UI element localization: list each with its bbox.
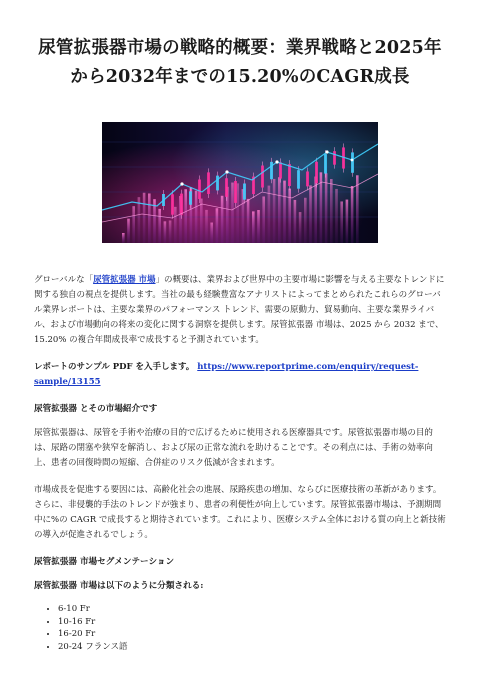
intro-text-start: グローバルな「 [34, 275, 94, 285]
list-item: • 16-20 Fr [58, 628, 446, 641]
decor-bar [122, 233, 125, 243]
decor-bar [247, 199, 250, 243]
decor-bar [309, 185, 312, 243]
decor-candle [297, 170, 300, 189]
decor-candle [333, 151, 336, 164]
decor-bar [169, 220, 172, 243]
decor-candle [207, 172, 210, 194]
decor-bar [262, 196, 265, 243]
decor-bar [330, 179, 333, 243]
section-heading-segmentation: 尿管拡張器 市場セグメンテーション [34, 557, 175, 567]
decor-bar [340, 201, 343, 243]
market-link[interactable]: 尿管拡張器 市場 [93, 275, 156, 285]
decor-bar [273, 179, 276, 243]
segment-list [34, 603, 446, 653]
decor-bar [335, 189, 338, 243]
decor-bar [257, 210, 260, 243]
decor-bar [283, 181, 286, 243]
decor-candle [279, 162, 282, 178]
sample-request [34, 360, 446, 390]
description-paragraph: 尿管拡張器は、尿管を手術や治療の目的で広げるために使用される医療器具です。尿管拡張器市場の目的は、尿路の閉塞や狭窄を解消し、および尿の正常な流れを助けることです。その利点には、手術の効率向上、患者の回復時間の短縮、合併症のリスク低減が含まれます。 [34, 428, 433, 468]
decor-bar [210, 223, 213, 243]
intro-text-rest: 」の概要は、業界および世界中の主要市場に影響を与える主要なトレンドに関する独自の視点を提供します。当社の最も経験豊富なアナリストによってまとめられたこれらのグローバル業界レポートは、主要な業界のパフォーマンス トレンド、需要の原動力、貿易動向、主要な業界ライバル、および市場動向の将来の変化に関する洞察を提供します。尿管拡張器 市場は、2025 から 2032 まで、15.20% の複合年間成長率で成長すると予測されています。 [34, 275, 445, 345]
decor-candle [234, 181, 237, 203]
decor-candle [171, 194, 174, 214]
decor-candle [198, 179, 201, 199]
decor-bar [184, 189, 187, 243]
decor-bar [138, 197, 141, 243]
decor-candle [261, 166, 264, 188]
decor-bar [278, 177, 281, 243]
decor-candle [180, 194, 183, 215]
decor-bar [174, 207, 177, 243]
section-heading-intro: 尿管拡張器 とその市場紹介です [34, 404, 158, 414]
decor-candle [288, 164, 291, 186]
list-item: • 10-16 Fr [58, 616, 446, 629]
decor-candle [189, 191, 192, 204]
decor-bar [346, 200, 349, 243]
hero-image [102, 122, 378, 243]
decor-bar [268, 186, 271, 243]
decor-bar [294, 200, 297, 243]
decor-bar [252, 211, 255, 243]
decor-bar [299, 212, 302, 243]
decor-candle [351, 152, 354, 172]
decor-bar [216, 208, 219, 243]
sample-label: レポートのサンプル PDF を入手します。 [34, 362, 195, 372]
decor-candle [225, 178, 228, 197]
market-chart-illustration [102, 122, 378, 243]
segmentation-subheading: 尿管拡張器 市場は以下のように分類される: [34, 581, 204, 591]
decor-bar [195, 191, 198, 243]
decor-bar [127, 219, 130, 243]
decor-bar [351, 186, 354, 243]
decor-bar [221, 196, 224, 243]
decor-bar [231, 183, 234, 243]
decor-bar [143, 193, 146, 243]
decor-bar [164, 221, 167, 243]
decor-bar [205, 210, 208, 243]
decor-bar [158, 209, 161, 243]
decor-bar [200, 199, 203, 243]
list-item: • 6-10 Fr [58, 603, 446, 616]
sample-link[interactable]: https://www.reportprime.com/enquiry/request-sample/13155 [34, 362, 419, 387]
decor-candle [306, 171, 309, 186]
intro-paragraph [34, 273, 446, 348]
growth-paragraph: 市場成長を促進する要因には、高齢化社会の進展、尿路疾患の増加、ならびに医療技術の革新があります。さらに、非侵襲的手法のトレンドが強まり、患者の利便性が向上しています。尿管拡張器市場は、予測期間中に%の CAGR で成長すると期待されています。これにより、医療システム全体における質の向上と新技術の導入が促進されるでしょう。 [34, 485, 446, 540]
decor-candle [216, 176, 219, 191]
decor-candle [324, 154, 327, 174]
decor-bar [288, 189, 291, 243]
decor-candle [243, 183, 246, 199]
page-title: 尿管拡張器市場の戦略的概要：業界戦略と2025年から2032年までの15.20%のCAGR成長 [38, 38, 442, 87]
decor-bar [325, 173, 328, 243]
decor-bar [132, 206, 135, 243]
list-item: • 20-24 フランス語 [58, 641, 446, 654]
decor-bar [304, 198, 307, 243]
decor-candle [315, 162, 318, 184]
decor-bar [148, 193, 151, 243]
